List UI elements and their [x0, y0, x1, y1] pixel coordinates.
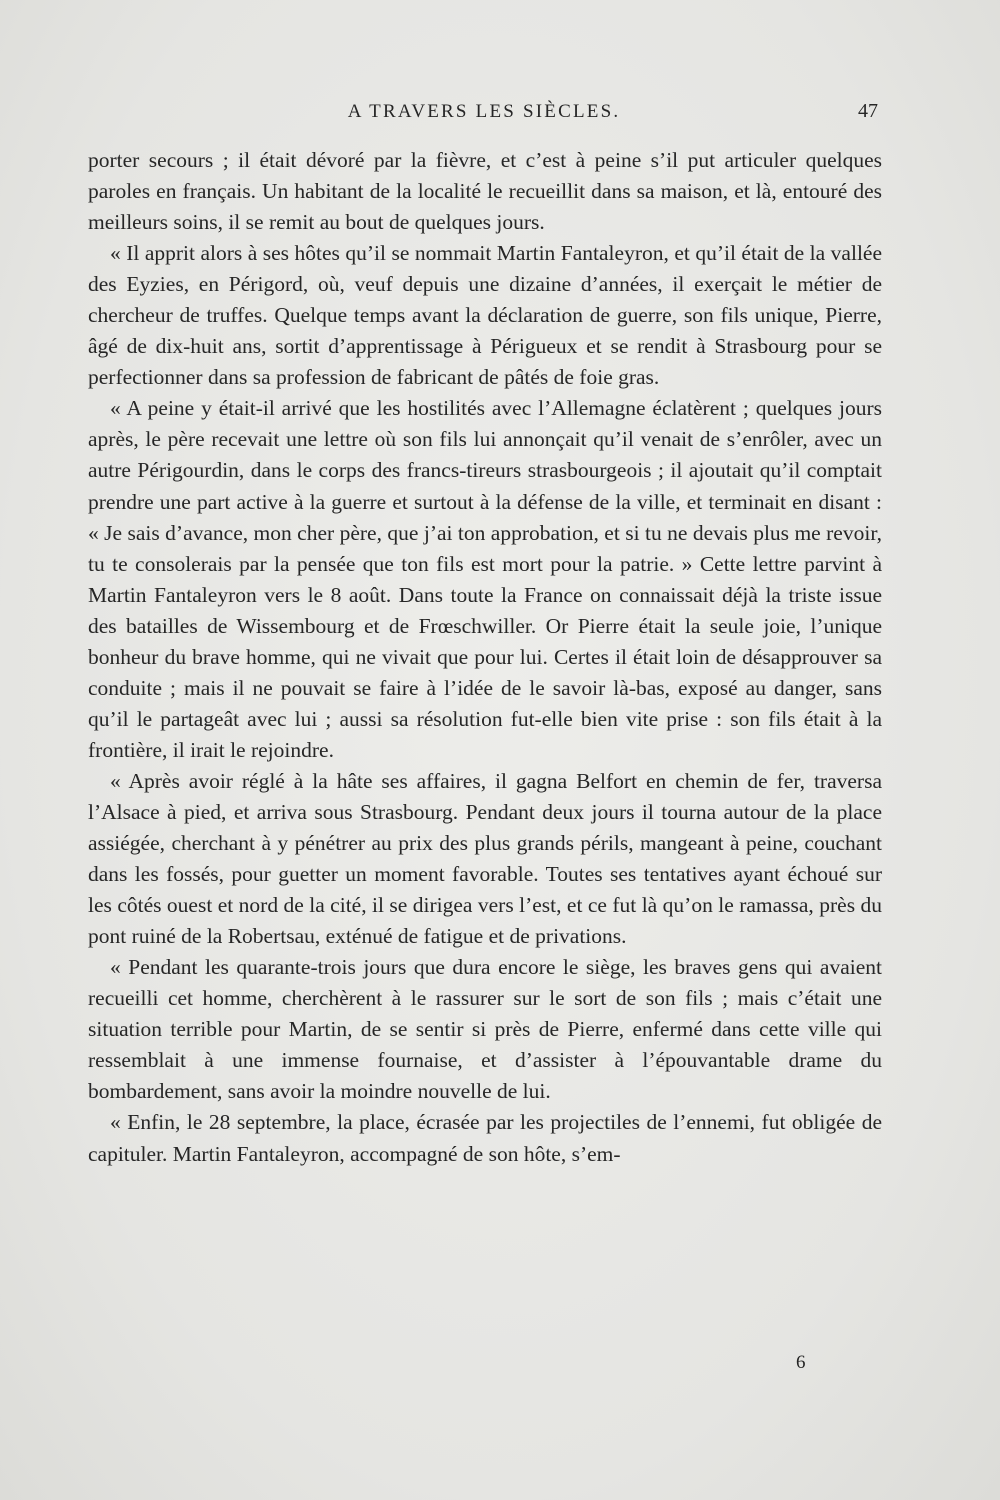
paragraph: « Pendant les quarante-trois jours que dura encore le siège, les braves gens qui avaient recueilli cet homme, cherchèrent à le rassurer sur le sort de son fils ; mais c’était une situation terrible pour Martin, de se sentir si près de Pierre, enfermé dans cette ville qui ressemblait à une immense fournaise, et d’assister à l’épouvantable drame du bombardement, sans avoir la moindre nouvelle de lui.: [88, 955, 882, 1104]
paragraph: « Après avoir réglé à la hâte ses affaires, il gagna Belfort en chemin de fer, traversa l’Alsace à pied, et arriva sous Strasbourg. Pendant deux jours il tourna autour de la place assiégée, cherchant à y pénétrer au prix des plus grands périls, mangeant à peine, couchant dans les fossés, pour guetter un moment favorable. Toutes ses tentatives ayant échoué sur les côtés ouest et nord de la cité, il se dirigea vers l’est, et ce fut là qu’on le ramassa, près du pont ruiné de la Robertsau, exténué de fatigue et de privations.: [88, 768, 882, 949]
paragraph: « A peine y était-il arrivé que les hostilités avec l’Allemagne éclatèrent ; quelques jours après, le père recevait une lettre où son fils lui annonçait qu’il venait de s’enrôler, avec un autre Périgourdin, dans le corps des francs-tireurs strasbourgeois ; il ajoutait qu’il comptait prendre une part active à la guerre et surtout à la défense de la ville, et terminait en disant : « Je sais d’avance, mon cher père, que j’ai ton approbation, et si tu ne devais plus me revoir, tu te consolerais par la pensée que ton fils est mort pour la patrie. » Cette lettre parvint à Martin Fantaleyron vers le 8 août. Dans toute la France on connaissait déjà la triste issue des batailles de Wissembourg et de Frœschwiller. Or Pierre était la seule joie, l’unique bonheur du brave homme, qui ne vivait que pour lui. Certes il était loin de désapprouver sa conduite ; mais il ne pouvait se faire à l’idée de le savoir là-bas, exposé au danger, sans qu’il le partageât avec lui ; aussi sa résolution fut-elle bien vite prise : son fils était à la frontière, il irait le rejoindre.: [88, 396, 882, 762]
signature-mark: 6: [796, 1352, 806, 1373]
paragraph: « Il apprit alors à ses hôtes qu’il se nommait Martin Fantaleyron, et qu’il était de la vallée des Eyzies, en Périgord, où, veuf depuis une dizaine d’années, il exerçait le métier de chercheur de truffes. Quelque temps avant la déclaration de guerre, son fils unique, Pierre, âgé de dix-huit ans, sortit d’apprentissage à Périgueux et se rendit à Strasbourg pour se perfectionner dans sa profession de fabricant de pâtés de foie gras.: [88, 241, 882, 390]
running-title: A TRAVERS LES SIÈCLES.: [347, 101, 621, 122]
paragraph-continuation: porter secours ; il était dévoré par la fièvre, et c’est à peine s’il put articuler quelques paroles en français. Un habitant de la localité le recueillit dans sa maison, et là, entouré des meilleurs soins, il se remit au bout de quelques jours.: [88, 148, 882, 235]
body-text: [88, 145, 882, 1170]
running-header: [88, 99, 880, 129]
paragraph: « Enfin, le 28 septembre, la place, écrasée par les projectiles de l’ennemi, fut obligée de capituler. Martin Fantaleyron, accompagné de son hôte, s’em-: [88, 1110, 882, 1166]
page-number: 47: [858, 100, 878, 122]
